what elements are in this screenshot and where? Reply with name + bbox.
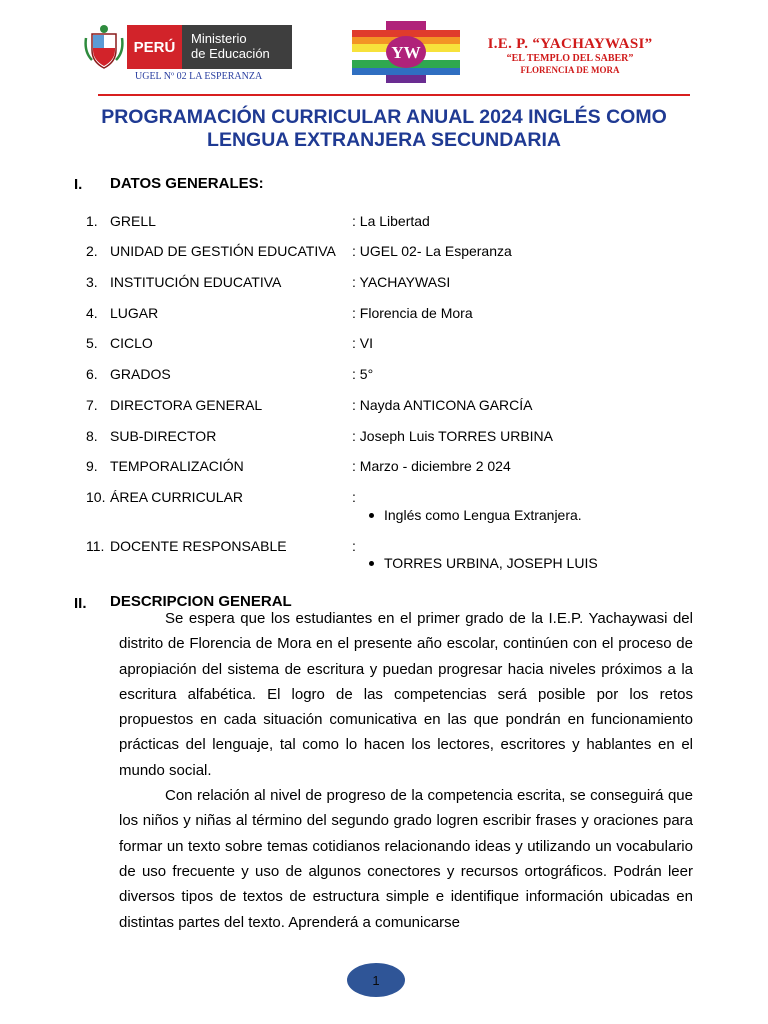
document-title-line2: LENGUA EXTRANJERA SECUNDARIA	[207, 129, 561, 151]
item-value-cycle: : VI	[352, 335, 374, 351]
item-number: 1.	[86, 213, 98, 229]
item-number: 4.	[86, 305, 98, 321]
section1-heading: DATOS GENERALES:	[110, 175, 264, 192]
item-number: 6.	[86, 366, 98, 382]
item-label-cycle: CICLO	[110, 335, 153, 351]
item-number: 8.	[86, 428, 98, 444]
section2-heading: DESCRIPCION GENERAL	[110, 593, 292, 610]
item-value-director: : Nayda ANTICONA GARCÍA	[352, 397, 533, 413]
item-number: 11.	[86, 538, 105, 554]
school-motto: “EL TEMPLO DEL SABER”	[506, 53, 634, 64]
description-paragraph: Con relación al nivel de progreso de la competencia escrita, se conseguirá que los niños y niñas al término del segundo grado logren escribir frases y oraciones para formar un texto sobre temas cotidianos relacionando ideas y utilizando un vocabulario de uso frecuente y uso de algunos conectores y recursos ortográficos. Podrán leer diversos tipos de textos de estructura simple e identifique información ubicadas en distintas partes del texto. Aprenderá a comunicarse	[119, 787, 693, 931]
item-value-teacher: :	[352, 538, 356, 554]
header-divider	[98, 94, 690, 96]
item-value-institution: : YACHAYWASI	[352, 274, 451, 290]
document-title-line1: PROGRAMACIÓN CURRICULAR ANUAL 2024 INGLÉS COMO	[101, 106, 667, 128]
bullet-icon	[369, 561, 374, 566]
item-number: 2.	[86, 243, 98, 259]
peru-logo-block	[127, 25, 182, 69]
description-paragraph: Se espera que los estudiantes en el primer grado de la I.E.P. Yachaywasi del distrito de Florencia de Mora en el presente año escolar, continúen con el proceso de apropiación del sistema de escritura y puedan progresar hacia niveles próximos a la escritura alfabética. El logro de las competencias será posible por los retos propuestos en cada situación comunicativa en las que pondrán en funcionamiento prácticas del lenguaje, tal como lo hacen los lectores, escritores y hablantes en el mundo social.	[119, 610, 693, 779]
item-label-area: ÁREA CURRICULAR	[110, 489, 244, 505]
item-label-place: LUGAR	[110, 305, 159, 321]
item-number: 5.	[86, 335, 98, 351]
peru-coat-of-arms-icon	[84, 24, 124, 70]
school-logo-wiphala	[352, 21, 460, 83]
section2-number: II.	[74, 595, 87, 612]
bullet-icon	[369, 513, 374, 518]
section1-number: I.	[74, 176, 83, 193]
peru-label: PERÚ	[133, 38, 176, 56]
description-body	[119, 606, 693, 935]
page-number-badge	[347, 963, 405, 997]
item-label-subdirector: SUB-DIRECTOR	[110, 428, 217, 444]
item-label-grades: GRADOS	[110, 366, 171, 382]
item-number: 7.	[86, 397, 98, 413]
school-place: FLORENCIA DE MORA	[520, 65, 620, 75]
item-number: 9.	[86, 458, 98, 474]
page-number: 1	[372, 972, 380, 988]
item-value-subdirector: : Joseph Luis TORRES URBINA	[352, 428, 554, 444]
document-title	[60, 106, 708, 152]
item-value-place: : Florencia de Mora	[352, 305, 473, 321]
item-label-ugel: UNIDAD DE GESTIÓN EDUCATIVA	[110, 243, 336, 259]
item-value-grell: : La Libertad	[352, 213, 430, 229]
ministry-line2: de Educación	[191, 46, 270, 61]
ministry-line1: Ministerio	[191, 31, 247, 46]
ministry-logo-block	[182, 25, 292, 69]
school-name: I.E. P. “YACHAYWASI”	[487, 36, 653, 52]
item-number: 10.	[86, 489, 106, 505]
item-number: 3.	[86, 274, 98, 290]
item-value-ugel: : UGEL 02- La Esperanza	[352, 243, 512, 259]
item-value-timing: : Marzo - diciembre 2 024	[352, 458, 511, 474]
item-value-grades: : 5°	[352, 366, 374, 382]
item-label-timing: TEMPORALIZACIÓN	[110, 458, 244, 474]
school-logo-text: YW	[391, 43, 421, 62]
teacher-bullet-text: TORRES URBINA, JOSEPH LUIS	[384, 555, 598, 571]
item-label-director: DIRECTORA GENERAL	[110, 397, 263, 413]
item-label-teacher: DOCENTE RESPONSABLE	[110, 538, 287, 554]
item-label-grell: GRELL	[110, 213, 156, 229]
area-bullet-text: Inglés como Lengua Extranjera.	[384, 507, 582, 523]
item-label-institution: INSTITUCIÓN EDUCATIVA	[110, 274, 282, 290]
ugel-caption: UGEL Nº 02 LA ESPERANZA	[135, 71, 263, 82]
item-value-area: :	[352, 489, 356, 505]
